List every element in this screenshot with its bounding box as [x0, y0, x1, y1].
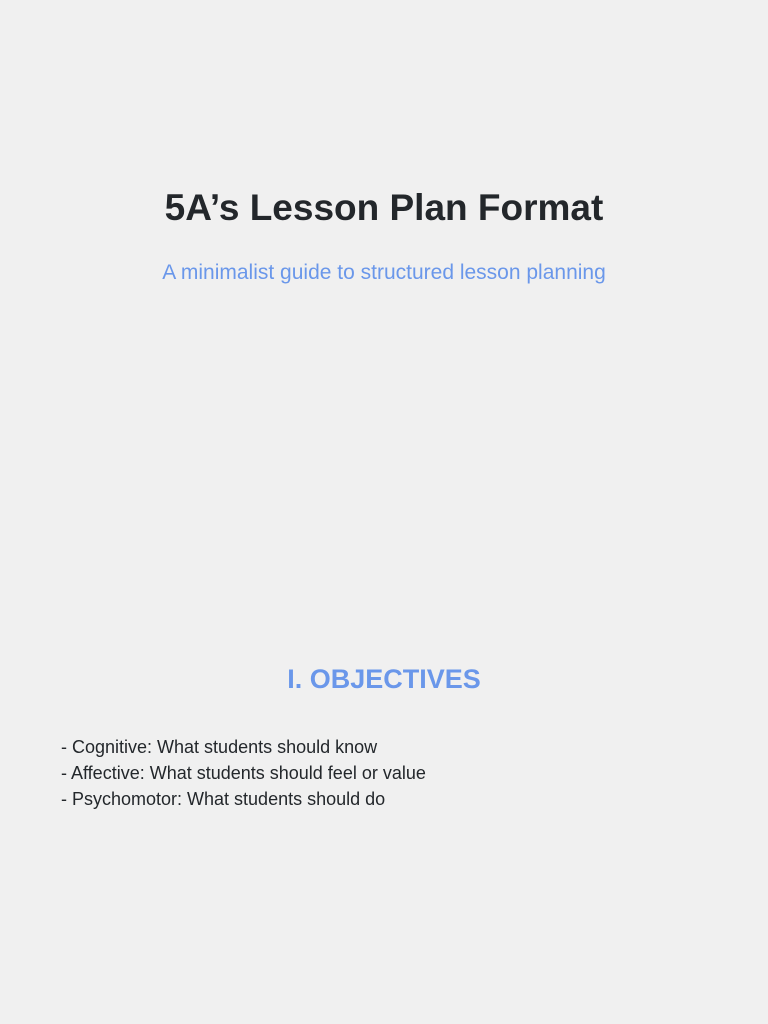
page-subtitle: A minimalist guide to structured lesson planning	[162, 261, 606, 284]
objective-item-psychomotor: - Psychomotor: What students should do	[61, 789, 386, 809]
page-title: 5A’s Lesson Plan Format	[164, 187, 604, 228]
objective-item-cognitive: - Cognitive: What students should know	[61, 737, 378, 757]
objective-item-affective: - Affective: What students should feel or value	[61, 763, 426, 783]
section-heading-objectives: I. OBJECTIVES	[287, 664, 481, 694]
objectives-list	[61, 734, 741, 812]
